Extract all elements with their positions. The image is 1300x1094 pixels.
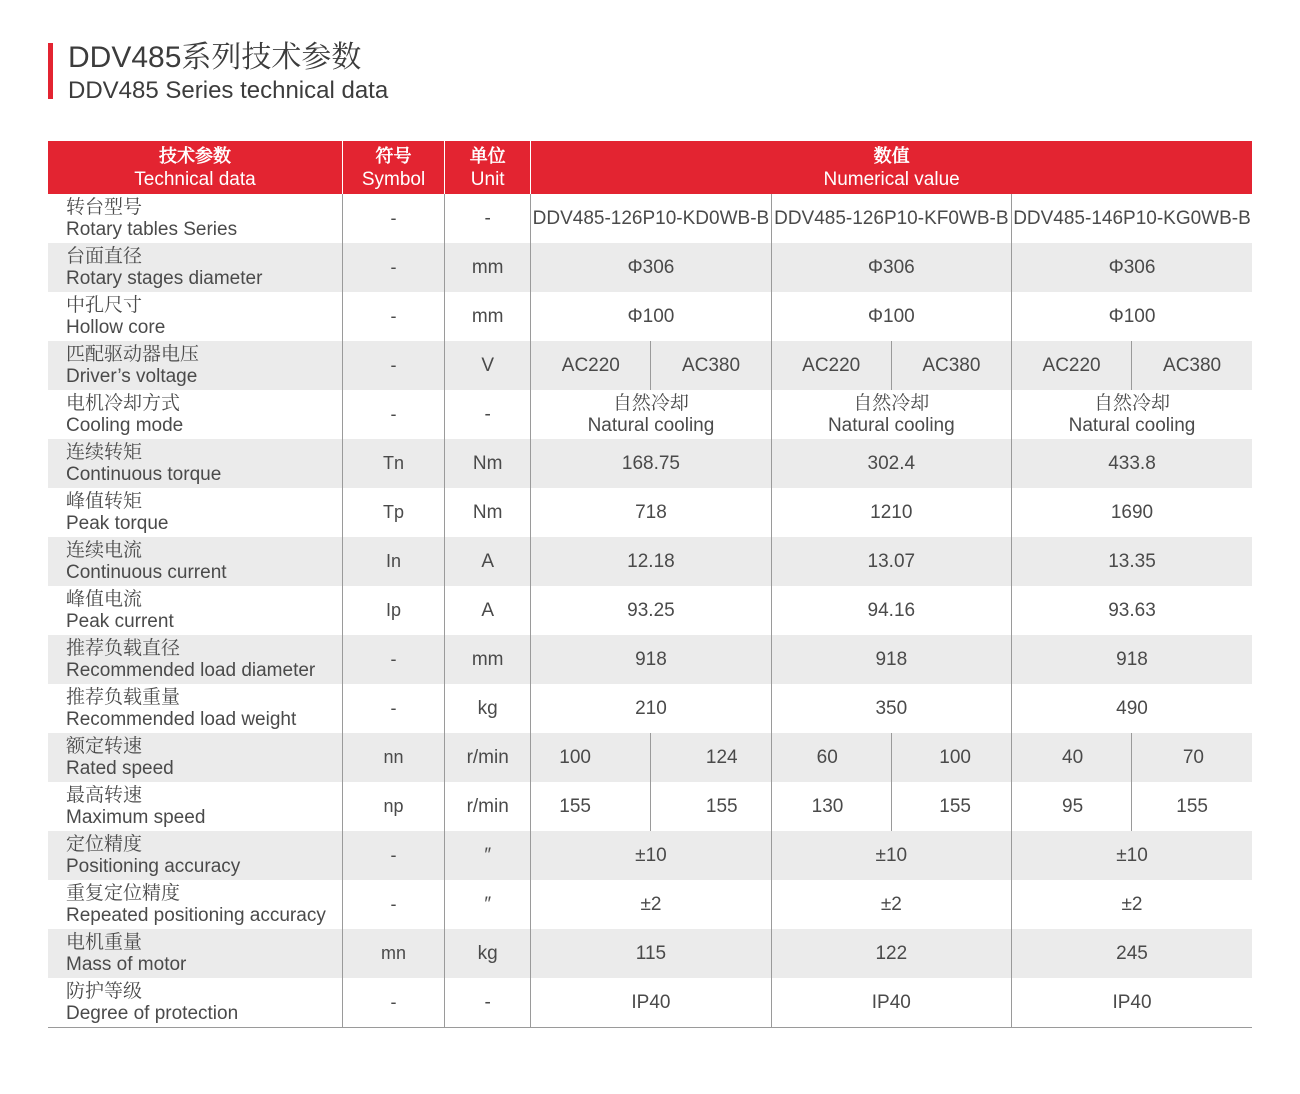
unit-cell: Nm bbox=[445, 439, 531, 488]
table-row bbox=[48, 292, 1252, 341]
unit-cell: r/min bbox=[445, 782, 531, 831]
symbol-cell: - bbox=[342, 341, 444, 390]
table-header bbox=[48, 141, 1252, 194]
table-row bbox=[48, 243, 1252, 292]
table-row bbox=[48, 341, 1252, 390]
table-row bbox=[48, 439, 1252, 488]
symbol-cell: - bbox=[342, 390, 444, 439]
value-cell: 95 bbox=[1012, 782, 1132, 831]
param-label: 防护等级 Degree of protection bbox=[48, 978, 342, 1028]
value-cell: 302.4 bbox=[771, 439, 1011, 488]
unit-cell: mm bbox=[445, 635, 531, 684]
table-row bbox=[48, 537, 1252, 586]
value-cell: DDV485-126P10-KF0WB-B bbox=[771, 194, 1011, 243]
unit-cell: mm bbox=[445, 292, 531, 341]
value-cell: Φ100 bbox=[1108, 305, 1156, 327]
param-label: 重复定位精度 Repeated positioning accuracy bbox=[48, 880, 342, 929]
value-cell: AC380 bbox=[651, 341, 771, 390]
param-label: 连续电流 Continuous current bbox=[48, 537, 342, 586]
table-row bbox=[48, 194, 1252, 243]
symbol-cell: In bbox=[342, 537, 444, 586]
value-cell: 100 bbox=[531, 733, 651, 782]
param-label: 中孔尺寸 Hollow core bbox=[48, 292, 342, 341]
table-row bbox=[48, 929, 1252, 978]
symbol-cell: - bbox=[342, 194, 444, 243]
unit-cell: V bbox=[445, 341, 531, 390]
param-label: 电机冷却方式 Cooling mode bbox=[48, 390, 342, 439]
symbol-cell: Tp bbox=[342, 488, 444, 537]
value-cell: IP40 bbox=[1012, 978, 1253, 1028]
page-title-en: DDV485 Series technical data bbox=[68, 77, 389, 104]
value-cell: 124 bbox=[651, 733, 771, 782]
value-cell: AC380 bbox=[891, 341, 1011, 390]
table-row bbox=[48, 390, 1252, 439]
table-row bbox=[48, 684, 1252, 733]
symbol-cell: - bbox=[342, 243, 444, 292]
value-cell: 918 bbox=[771, 635, 1011, 684]
value-cell: 918 bbox=[531, 635, 771, 684]
value-cell: IP40 bbox=[771, 978, 1011, 1028]
unit-cell: ″ bbox=[445, 880, 531, 929]
value-cell: Φ306 bbox=[771, 243, 1011, 292]
value-cell: 155 bbox=[531, 782, 651, 831]
value-cell: ±10 bbox=[1012, 831, 1253, 880]
value-cell: 60 bbox=[771, 733, 891, 782]
param-label: 台面直径 Rotary stages diameter bbox=[48, 243, 342, 292]
table-row bbox=[48, 880, 1252, 929]
value-cell: 自然冷却 Natural cooling bbox=[531, 390, 771, 439]
value-cell: 13.35 bbox=[1012, 537, 1253, 586]
value-cell: DDV485-126P10-KD0WB-B bbox=[531, 194, 771, 243]
unit-cell: kg bbox=[445, 929, 531, 978]
header-value: 数值 Numerical value bbox=[531, 141, 1252, 194]
value-cell: AC380 bbox=[1132, 341, 1252, 390]
value-cell: 70 bbox=[1132, 733, 1252, 782]
value-cell: 93.63 bbox=[1108, 599, 1156, 621]
value-cell: Φ306 bbox=[1012, 243, 1253, 292]
unit-cell: mm bbox=[445, 243, 531, 292]
unit-cell: - bbox=[445, 194, 531, 243]
table-row bbox=[48, 586, 1252, 635]
value-cell: ±2 bbox=[531, 880, 771, 929]
value-cell: 94.16 bbox=[771, 586, 1011, 635]
param-label: 电机重量 Mass of motor bbox=[48, 929, 342, 978]
symbol-cell: - bbox=[342, 684, 444, 733]
value-cell: Φ100 bbox=[771, 292, 1011, 341]
param-label: 峰值转矩 Peak torque bbox=[48, 488, 342, 537]
param-label: 额定转速 Rated speed bbox=[48, 733, 342, 782]
table-row bbox=[48, 733, 1252, 782]
value-cell: 155 bbox=[891, 782, 1011, 831]
value-cell: 490 bbox=[1116, 697, 1148, 719]
value-cell: 13.07 bbox=[771, 537, 1011, 586]
value-cell: 93.25 bbox=[531, 586, 771, 635]
unit-cell: kg bbox=[445, 684, 531, 733]
unit-cell: Nm bbox=[445, 488, 531, 537]
value-cell: AC220 bbox=[771, 341, 891, 390]
spec-table bbox=[48, 141, 1252, 1028]
page-title-zh: DDV485系列技术参数 bbox=[68, 41, 362, 74]
header-symbol: 符号 Symbol bbox=[342, 141, 444, 194]
value-cell: 100 bbox=[891, 733, 1011, 782]
value-cell: 1690 bbox=[1110, 501, 1154, 523]
param-label: 推荐负载重量 Recommended load weight bbox=[48, 684, 342, 733]
param-label: 转台型号 Rotary tables Series bbox=[48, 194, 342, 243]
param-label: 最高转速 Maximum speed bbox=[48, 782, 342, 831]
value-cell: Φ306 bbox=[531, 243, 771, 292]
value-cell: ±10 bbox=[531, 831, 771, 880]
value-cell: ±10 bbox=[771, 831, 1011, 880]
value-cell: AC220 bbox=[1012, 341, 1132, 390]
value-cell: 1210 bbox=[771, 488, 1011, 537]
symbol-cell: nn bbox=[342, 733, 444, 782]
table-row bbox=[48, 978, 1252, 1028]
symbol-cell: Ip bbox=[342, 586, 444, 635]
table-row bbox=[48, 635, 1252, 684]
value-cell: Φ100 bbox=[531, 292, 771, 341]
header-param: 技术参数 Technical data bbox=[48, 141, 342, 194]
table-row bbox=[48, 782, 1252, 831]
value-cell: 718 bbox=[531, 488, 771, 537]
param-label: 峰值电流 Peak current bbox=[48, 586, 342, 635]
param-label: 推荐负载直径 Recommended load diameter bbox=[48, 635, 342, 684]
value-cell: 350 bbox=[771, 684, 1011, 733]
value-cell: 918 bbox=[1012, 635, 1253, 684]
value-cell: 155 bbox=[1176, 795, 1208, 817]
unit-cell: r/min bbox=[445, 733, 531, 782]
unit-cell: A bbox=[445, 537, 531, 586]
value-cell: 122 bbox=[771, 929, 1011, 978]
symbol-cell: mn bbox=[342, 929, 444, 978]
symbol-cell: - bbox=[342, 831, 444, 880]
value-cell: 210 bbox=[531, 684, 771, 733]
value-cell: 自然冷却 Natural cooling bbox=[1068, 392, 1196, 436]
value-cell: 155 bbox=[651, 782, 771, 831]
table-row bbox=[48, 488, 1252, 537]
value-cell: 115 bbox=[531, 929, 771, 978]
unit-cell: ″ bbox=[445, 831, 531, 880]
value-cell: 40 bbox=[1012, 733, 1132, 782]
value-cell: AC220 bbox=[531, 341, 651, 390]
value-cell: DDV485-146P10-KG0WB-B bbox=[1013, 207, 1251, 229]
value-cell: 130 bbox=[771, 782, 891, 831]
param-label: 匹配驱动器电压 Driver’s voltage bbox=[48, 341, 342, 390]
unit-cell: - bbox=[445, 390, 531, 439]
table-row bbox=[48, 831, 1252, 880]
header-unit: 单位 Unit bbox=[445, 141, 531, 194]
value-cell: ±2 bbox=[1121, 893, 1143, 915]
param-label: 连续转矩 Continuous torque bbox=[48, 439, 342, 488]
value-cell: ±2 bbox=[771, 880, 1011, 929]
symbol-cell: - bbox=[342, 880, 444, 929]
title-accent-bar bbox=[48, 43, 53, 99]
value-cell: 245 bbox=[1012, 929, 1253, 978]
param-label: 定位精度 Positioning accuracy bbox=[48, 831, 342, 880]
symbol-cell: Tn bbox=[342, 439, 444, 488]
symbol-cell: np bbox=[342, 782, 444, 831]
unit-cell: - bbox=[445, 978, 531, 1028]
value-cell: 433.8 bbox=[1012, 439, 1253, 488]
value-cell: 12.18 bbox=[531, 537, 771, 586]
symbol-cell: - bbox=[342, 635, 444, 684]
value-cell: 自然冷却 Natural cooling bbox=[771, 390, 1011, 439]
symbol-cell: - bbox=[342, 292, 444, 341]
value-cell: 168.75 bbox=[531, 439, 771, 488]
value-cell: IP40 bbox=[531, 978, 771, 1028]
unit-cell: A bbox=[445, 586, 531, 635]
symbol-cell: - bbox=[342, 978, 444, 1028]
